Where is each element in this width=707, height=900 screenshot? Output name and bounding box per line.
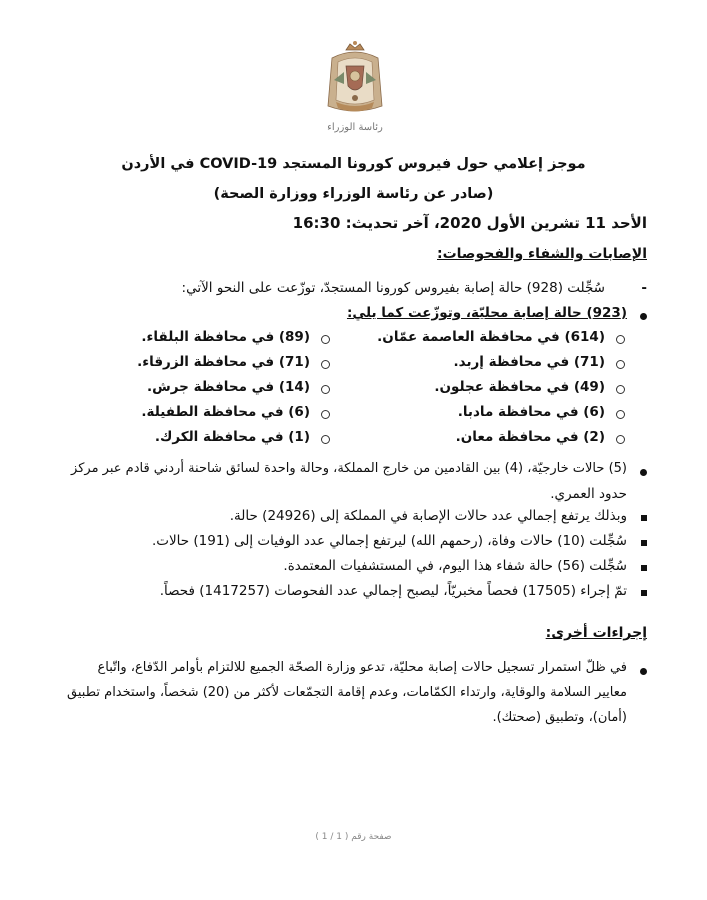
square-bullet <box>641 540 647 546</box>
circle-bullet <box>616 335 625 344</box>
governorate-item: (6) في محافظة مادبا. <box>457 404 605 420</box>
local-cases-line: (923) حالة إصابة محليّة، وتوزّعت كما يلي: <box>346 305 627 321</box>
total-recorded-line: سُجِّلت (928) حالة إصابة بفيروس كورونا المستجدّ، توزّعت على النحو الآتي: <box>181 280 605 296</box>
circle-bullet <box>321 335 330 344</box>
section-heading-other-measures: إجراءات أخرى: <box>545 625 647 641</box>
governorate-item: (71) في محافظة إربد. <box>453 354 605 370</box>
bullet-dot <box>640 668 647 675</box>
circle-bullet <box>616 385 625 394</box>
governorate-item: (89) في محافظة البلقاء. <box>141 329 310 345</box>
governorate-item: (614) في محافظة العاصمة عمّان. <box>377 329 605 345</box>
total-cases-line: وبذلك يرتفع إجمالي عدد حالات الإصابة في المملكة إلى (24926) حالة. <box>229 508 627 524</box>
bullet-dot <box>640 469 647 476</box>
measures-line-1: في ظلّ استمرار تسجيل حالات إصابة محليّة، تدعو وزارة الصحّة الجميع للالتزام بأوامر الدّفاع، واتّباع <box>97 660 627 675</box>
tests-line: تمّ إجراء (17505) فحصاً مخبريّاً، ليصبح إجمالي عدد الفحوصات (1417257) فحصاً. <box>159 583 627 599</box>
external-cases-line: (5) حالات خارجيّة، (4) بين القادمين من خارج المملكة، وحالة واحدة لسائق شاحنة أردني قادم عبر مركز <box>71 461 627 476</box>
deaths-line: سُجِّلت (10) حالات وفاة، (رحمهم الله) ليرتفع إجمالي عدد الوفيات إلى (191) حالات. <box>151 533 627 549</box>
governorate-item: (6) في محافظة الطفيلة. <box>141 404 310 420</box>
square-bullet <box>641 590 647 596</box>
dash-bullet: - <box>641 280 647 296</box>
recoveries-line: سُجِّلت (56) حالة شفاء هذا اليوم، في المستشفيات المعتمدة. <box>283 558 627 574</box>
governorate-item: (71) في محافظة الزرقاء. <box>137 354 310 370</box>
briefing-subtitle: (صادر عن رئاسة الوزراء ووزارة الصحة) <box>213 186 494 202</box>
bullet-dot <box>640 313 647 320</box>
coat-of-arms-emblem <box>322 40 388 138</box>
governorate-item: (49) في محافظة عجلون. <box>434 379 605 395</box>
circle-bullet <box>616 435 625 444</box>
square-bullet <box>641 515 647 521</box>
date-line: الأحد 11 تشرين الأول 2020، آخر تحديث: 16:30 <box>292 214 647 232</box>
governorate-item: (1) في محافظة الكرك. <box>154 429 310 445</box>
governorate-item: (14) في محافظة جرش. <box>147 379 310 395</box>
briefing-title: موجز إعلامي حول فيروس كورونا المستجد COVID-19 في الأردن <box>121 156 586 172</box>
page-number: صفحة رقم ( 1 / 1 ) <box>315 832 392 842</box>
emblem-caption: رئاسة الوزراء <box>327 122 383 133</box>
external-cases-line-2: حدود العمري. <box>550 486 627 502</box>
measures-line-2: معايير السلامة والوقاية، وارتداء الكمّامات، وعدم إقامة التجمّعات لأكثر من (20) شخصاً، واستخدام تطبيق <box>67 685 627 700</box>
section-heading-cases: الإصابات والشفاء والفحوصات: <box>437 246 647 262</box>
square-bullet <box>641 565 647 571</box>
coat-of-arms-icon <box>322 40 388 120</box>
circle-bullet <box>321 360 330 369</box>
measures-line-3: (أمان)، وتطبيق (صحتك). <box>492 710 627 725</box>
circle-bullet <box>616 410 625 419</box>
circle-bullet <box>321 410 330 419</box>
circle-bullet <box>616 360 625 369</box>
circle-bullet <box>321 385 330 394</box>
governorate-item: (2) في محافظة معان. <box>455 429 605 445</box>
circle-bullet <box>321 435 330 444</box>
